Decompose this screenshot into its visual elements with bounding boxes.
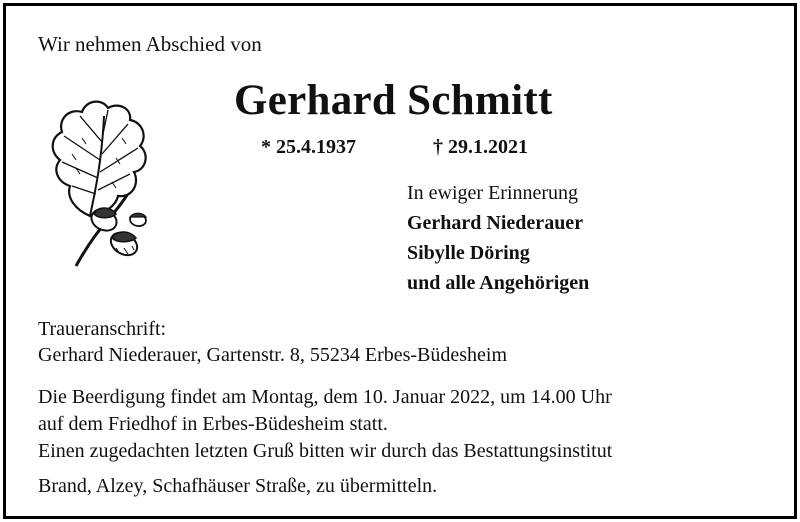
deceased-name: Gerhard Schmitt bbox=[234, 77, 553, 124]
mourner-name-2: Sibylle Döring bbox=[407, 242, 530, 264]
address-label: Traueranschrift: bbox=[38, 318, 167, 340]
death-date: † 29.1.2021 bbox=[433, 136, 528, 158]
memory-heading: In ewiger Erinnerung bbox=[407, 182, 579, 204]
intro-text: Wir nehmen Abschied von bbox=[38, 32, 262, 56]
funeral-text-line: auf dem Friedhof in Erbes-Büdesheim statt. bbox=[38, 413, 388, 435]
oak-leaf-acorn-icon bbox=[46, 98, 154, 273]
address-line: Gerhard Niederauer, Gartenstr. 8, 55234 Erbes-Büdesheim bbox=[38, 344, 508, 366]
funeral-text-line: Die Beerdigung findet am Montag, dem 10. Januar 2022, um 14.00 Uhr bbox=[38, 386, 612, 408]
mourner-others: und alle Angehörigen bbox=[407, 272, 590, 294]
birth-date: * 25.4.1937 bbox=[261, 136, 356, 158]
obituary-frame bbox=[3, 3, 797, 519]
mourner-name-1: Gerhard Niederauer bbox=[407, 212, 584, 234]
funeral-text-line: Brand, Alzey, Schafhäuser Straße, zu übermitteln. bbox=[38, 475, 438, 497]
funeral-text-line: Einen zugedachten letzten Gruß bitten wir durch das Bestattungsinstitut bbox=[38, 440, 613, 462]
